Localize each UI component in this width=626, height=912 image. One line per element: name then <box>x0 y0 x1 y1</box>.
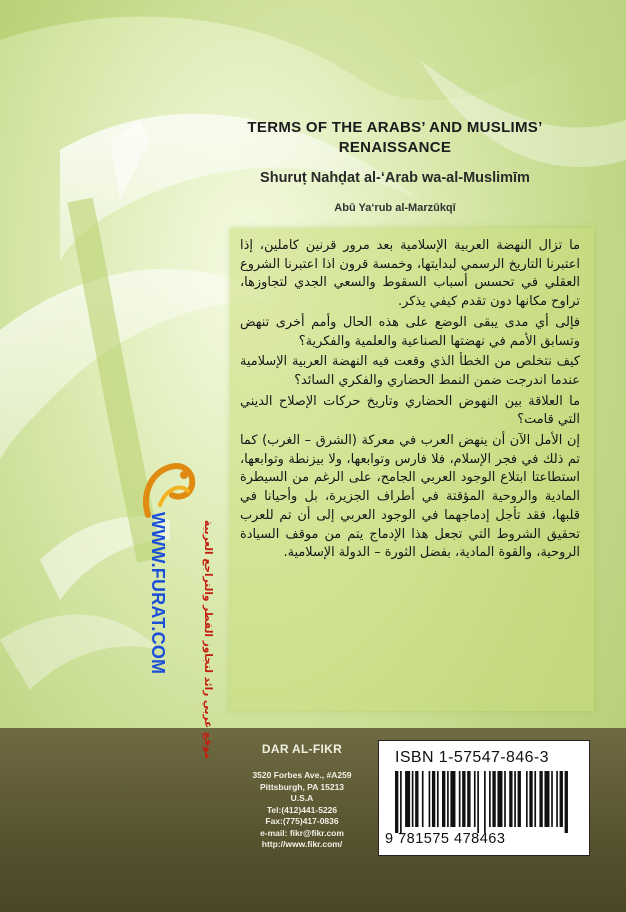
barcode-bar <box>474 771 476 827</box>
barcode-bar <box>437 771 439 827</box>
barcode-bar <box>422 771 424 827</box>
blurb-paragraph: ما تزال النهضة العربية الإسلامية بعد مرور قرنين كاملين، إذا اعتبرنا التاريخ الرسمي لبدايتها، وخمسة قرون اذا اعتبرنا الشروع العقلي في تحسس أسباب السقوط والسعي الجدي لتجاوزها، تراوح مكانها دون تقدم كيفي يذكر. <box>240 238 580 310</box>
barcode-bar <box>489 771 491 827</box>
barcode-bar <box>509 771 512 827</box>
publisher-fax: Fax:(775)417-0836 <box>265 816 339 826</box>
barcode-bar <box>450 771 455 827</box>
title-block <box>200 118 590 214</box>
isbn-label: ISBN 1-57547-846-3 <box>395 749 549 766</box>
site-url[interactable]: WWW.FURAT.COM <box>148 512 168 675</box>
barcode-bar <box>560 771 563 827</box>
publisher-address: 3520 Forbes Ave., #A259 <box>252 770 352 780</box>
barcode-bar <box>514 771 516 827</box>
barcode-bar <box>504 771 506 827</box>
barcode-bar <box>405 771 410 827</box>
barcode-bar <box>442 771 445 827</box>
publisher-name: DAR AL-FIKR <box>261 742 343 756</box>
barcode-bar <box>492 771 495 827</box>
isbn-digits: 9 781575 478463 <box>385 831 506 847</box>
barcode-bar <box>529 771 532 827</box>
barcode-bar <box>544 771 549 827</box>
barcode-bar <box>447 771 449 827</box>
book-subtitle: Shuruṭ Nahḍat al-‘Arab wa-al-Muslimīm <box>260 170 530 186</box>
blurb-paragraph: فإلى أي مدى يبقى الوضع على هذه الحال وأمم أخرى تنهض وتسابق الأمم في نهضتها الصناعية والعلمية والفكرية؟ <box>240 314 580 349</box>
barcode-bar <box>484 771 486 833</box>
publisher-email[interactable]: e-mail: fikr@fikr.com <box>260 827 344 838</box>
barcode-bar <box>395 771 398 833</box>
barcode-bar <box>551 771 553 827</box>
barcode-bar <box>432 771 435 827</box>
barcode-bar <box>526 771 528 827</box>
barcode-bar <box>467 771 470 827</box>
blurb-paragraph: كيف نتخلص من الخطأ الذي وقعت فيه النهضة العربية الإسلامية عندما اندرجت ضمن النمط الحضاري والفكري السائد؟ <box>240 354 580 388</box>
barcode-bar <box>415 771 418 827</box>
barcode-bar <box>412 771 414 827</box>
site-tagline: موقع عربي رائد لتجاوز القطر والتراجع العربية <box>202 520 214 759</box>
barcode-icon <box>395 771 575 833</box>
barcode-bar <box>518 771 521 827</box>
barcode-bar <box>459 771 461 827</box>
blurb-text <box>240 237 580 565</box>
isbn-box <box>378 740 590 856</box>
barcode-bar <box>400 771 402 833</box>
blurb-paragraph: ما العلاقة بين النهوض الحضاري وتاريخ حركات الإصلاح الديني التي قامت؟ <box>240 393 580 428</box>
barcode-bar <box>477 771 479 833</box>
publisher-tel: Tel:(412)441-5226 <box>266 804 338 815</box>
barcode-bar <box>462 771 465 827</box>
book-author: Abū Ya‘rub al-Marzūkqī <box>334 202 456 214</box>
barcode-bar <box>556 771 558 827</box>
book-title-line2: RENAISSANCE <box>338 139 452 156</box>
publisher-country: U.S.A <box>290 793 314 803</box>
barcode-bar <box>429 771 431 827</box>
barcode-bar <box>539 771 542 827</box>
publisher-block <box>232 742 372 851</box>
publisher-web[interactable]: http://www.fikr.com/ <box>261 839 343 849</box>
barcode-bar <box>497 771 502 827</box>
book-title-line1: TERMS OF THE ARABS’ AND MUSLIMS’ <box>247 119 543 136</box>
publisher-city: Pittsburgh, PA 15213 <box>259 781 345 792</box>
barcode-bar <box>565 771 568 833</box>
blurb-paragraph: إن الأمل الآن أن ينهض العرب في معركة (الشرق – الغرب) كما تم ذلك في فجر الإسلام، فلا فارس وتوابعها، ولا بيزنطة وتوابعها، استطاعتا ابتلاع الوجود العربي الجامح، على الرغم من السيطرة المادية والروحية المؤقتة في أطراف الجزيرة، بل وأحيانا في قلبها، فقد تأجل إدماجهما في الوجود العربي إلى أن تم للعرب تحقيق الشروط التي تجعل هذا الإدماج يتم من موقف السيادة الروحية، والقوة المادية، بفضل الثورة – الدولة الإسلامية. <box>240 433 580 561</box>
barcode-bar <box>534 771 536 827</box>
